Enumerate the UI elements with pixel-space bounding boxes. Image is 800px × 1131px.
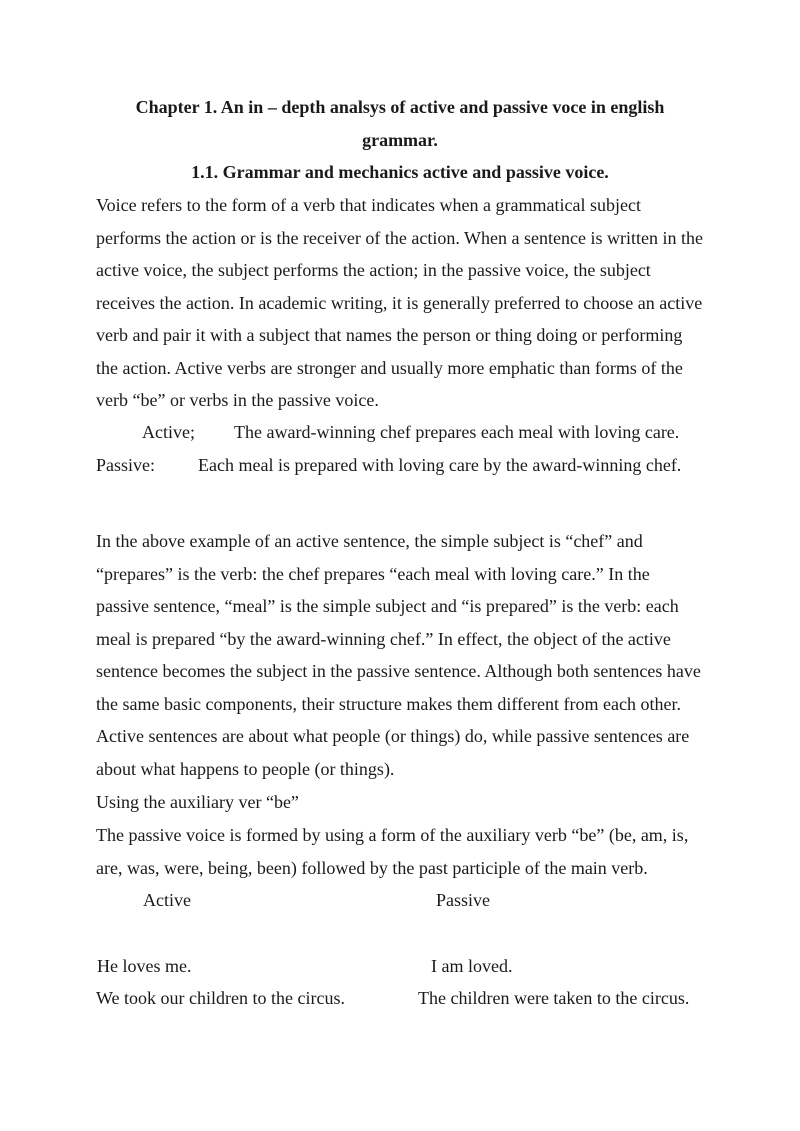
comparison-header-active: Active: [143, 890, 191, 910]
paragraph-example-explanation: In the above example of an active sentence, the simple subject is “chef” and “prepares” is the verb: the chef prepares “each meal with loving care.” In the passive sentence, “meal” is the simple subject and “is prepared” is the verb: each meal is prepared “by the award-winning chef.” In effect, the object of the active sentence becomes the subject in the passive sentence. Although both sentences have the same basic components, their structure makes them different from each other. Active sentences are about what people (or things) do, while passive sentences are about what happens to people (or things).: [96, 531, 701, 779]
example-passive-sentence: Each meal is prepared with loving care by the award-winning chef.: [198, 455, 682, 475]
comparison-header-passive: Passive: [436, 890, 490, 910]
section-title: 1.1. Grammar and mechanics active and passive voice.: [191, 162, 609, 182]
comparison-row-active: He loves me.: [97, 956, 192, 976]
example-active-sentence: The award-winning chef prepares each meal with loving care.: [234, 422, 680, 442]
comparison-row-passive: The children were taken to the circus.: [418, 988, 690, 1008]
comparison-row-passive: I am loved.: [431, 956, 513, 976]
chapter-title: Chapter 1. An in – depth analsys of active and passive voce in english grammar.: [135, 97, 665, 150]
example-passive-label: Passive:: [96, 455, 156, 475]
comparison-row-active: We took our children to the circus.: [96, 988, 345, 1008]
paragraph-voice-definition: Voice refers to the form of a verb that indicates when a grammatical subject performs the action or is the receiver of the action. When a sentence is written in the active voice, the subject performs the action; in the passive voice, the subject receives the action. In academic writing, it is generally preferred to choose an active verb and pair it with a subject that names the person or thing doing or performing the action. Active verbs are stronger and usually more emphatic than forms of the verb “be” or verbs in the passive voice.: [96, 195, 703, 410]
paragraph-auxiliary-be: The passive voice is formed by using a form of the auxiliary verb “be” (be, am, is, are, was, were, being, been) followed by the past participle of the main verb.: [96, 825, 689, 878]
auxiliary-heading: Using the auxiliary ver “be”: [96, 792, 299, 812]
example-active-label: Active;: [142, 422, 195, 442]
